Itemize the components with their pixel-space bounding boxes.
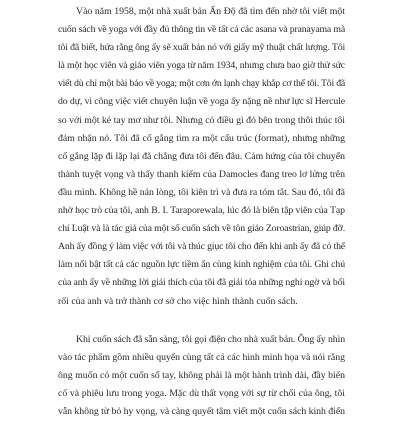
paragraph-line: chí Luật và là tác giả của một số cuốn sách về tôn giáo Zoroastrian, giúp đỡ. bbox=[58, 223, 345, 235]
paragraph-line: nhờ học trò của tôi, anh B. I. Taraporewala, lúc đó là biên tập viên của Tạp bbox=[58, 205, 345, 217]
paragraph-line: viết dù chỉ một bài báo về yoga; một cơn ớn lạnh chạy khắp cơ thể tôi. Tôi đã bbox=[58, 78, 345, 90]
paragraph-line: vẫn không từ bỏ hy vọng, và càng quyết tâm viết một cuốn sách kinh điển bbox=[58, 406, 345, 418]
paragraph-line: đảm nhận nó. Tôi đã cố gắng tìm ra một cấu trúc (format), nhưng những bbox=[58, 132, 345, 144]
paragraph-line: do dự, vì công việc viết chuyên luận về yoga ấy nặng nề như lực sĩ Hercule bbox=[58, 96, 345, 108]
paragraph-line: vào tác phẩm gồm nhiều quyển cùng tất cả các hình minh họa và nói rằng bbox=[58, 352, 345, 364]
paragraph-line: là một học viên và giáo viên yoga từ năm 1934, nhưng chưa bao giờ thử sức bbox=[58, 60, 345, 72]
paragraph-line: Khi cuốn sách đã sẵn sàng, tôi gọi điện cho nhà xuất bản. Ông ấy nhìn bbox=[76, 334, 345, 345]
paragraph-line: cố và phiêu lưu trong yoga. Mặc dù thất vọng với sự từ chối của ông, tôi bbox=[58, 388, 345, 400]
paragraph-2 bbox=[58, 331, 345, 421]
paragraph-line: Anh ấy đồng ý làm việc với tôi và thúc giục tôi cho đến khi anh ấy đã có thể bbox=[58, 241, 345, 253]
paragraph-line: ông muốn có một cuốn sổ tay, không phải là một hành trình dài, đầy biến bbox=[58, 370, 345, 382]
paragraph-1 bbox=[58, 3, 345, 311]
paragraph-line: rối của anh và trở thành cơ sở cho việc hình thành cuốn sách. bbox=[58, 295, 298, 307]
paragraph-line: Vào năm 1958, một nhà xuất bản Ấn Độ đã tìm đến nhờ tôi viết một bbox=[76, 6, 345, 17]
paragraph-line: đầu mình. Không hề nản lòng, tôi kiên trì và đưa ra tóm tắt. Sau đó, tôi đã bbox=[58, 186, 345, 198]
paragraph-line: cuốn sách về yoga với đầy đủ thông tin về tất cả các asana và pranayama mà bbox=[58, 24, 345, 36]
paragraph-line: tôi đã biết, hứa rằng ông ấy sẽ xuất bản nó với giấy mỹ thuật chất lượng. Tôi bbox=[58, 42, 345, 54]
paragraph-line: so với một kẻ tay mơ như tôi. Nhưng có điều gì đó bên trong thôi thúc tôi bbox=[58, 114, 345, 126]
paragraph-line: làm nổi bật tất cả các nguồn lực tiềm ẩn cùng kinh nghiệm của tôi. Ghi chú bbox=[58, 259, 345, 271]
paragraph-line: cố gắng lặp đi lặp lại đã chẳng đưa tôi đến đâu. Cảm hứng của tôi chuyển bbox=[58, 150, 345, 162]
paragraph-line: của anh ấy về những lời giải thích của tôi đã giải tỏa những nghi ngờ và bối bbox=[58, 277, 345, 289]
paragraph-line: thành tuyệt vọng và thấy thanh kiếm của Damocles đang treo lơ lửng trên bbox=[58, 168, 345, 180]
